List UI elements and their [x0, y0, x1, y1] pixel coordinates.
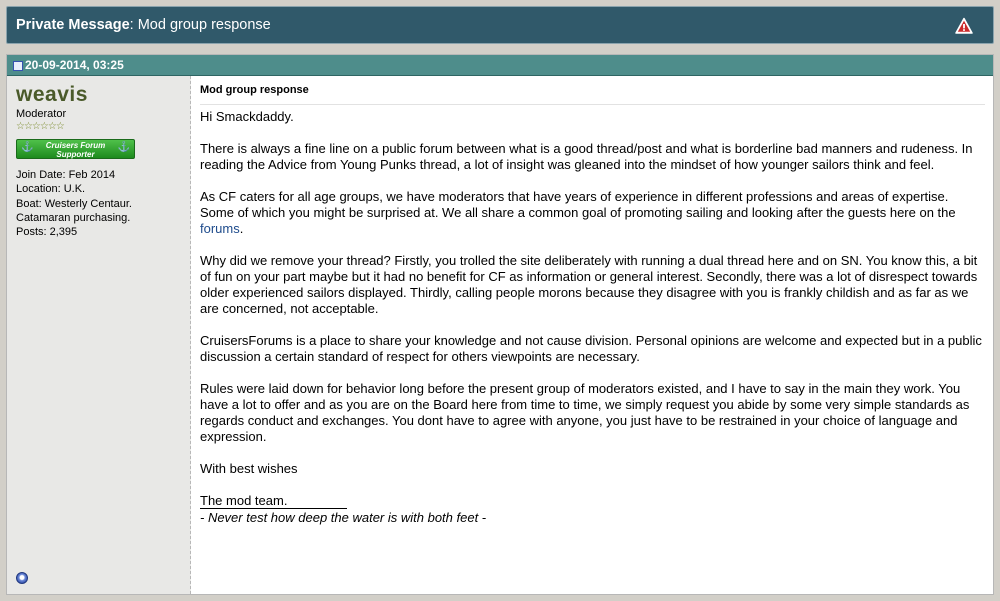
boat: Boat: Westerly Centaur.	[16, 197, 132, 210]
paragraph-2-text: As CF caters for all age groups, we have moderators that have years of experience in different professions and areas of expertise. Some of which you might be surprised at. We all share a common goal of promoting sailing and looking after the guests here on the	[200, 189, 956, 220]
pm-subject: Mod group response	[137, 17, 271, 33]
post-count: Posts: 2,395	[16, 226, 78, 239]
pm-title	[16, 17, 271, 33]
closing: With best wishes	[200, 461, 298, 476]
forums-link[interactable]: forums	[200, 221, 240, 236]
paragraph-1: There is always a fine line on a public forum between what is a good thread/post and what is borderline bad manners and rudeness. In reading the Advice from Young Punks thread, a lot of insight was gleaned into the mindset of how younger sailors think and feel.	[200, 141, 973, 172]
reputation-stars-icon: ☆☆☆☆☆☆	[16, 121, 64, 132]
user-details	[16, 168, 132, 239]
location: Location: U.K.	[16, 183, 86, 196]
message-body	[200, 109, 985, 526]
supporter-badge	[16, 139, 135, 159]
paragraph-4: CruisersForums is a place to share your knowledge and not cause division. Personal opinions are welcome and expected but in a public discussion a certain standard of respect for others viewpoints are necessary.	[200, 333, 982, 364]
greeting: Hi Smackdaddy.	[200, 109, 294, 124]
paragraph-5: Rules were laid down for behavior long before the present group of moderators existed, and I have to say in the main they work. You have a lot to offer and as you are on the Board here from time to time, we simply request you abide by some very simple standards as regards conduct and exchanges. You dont have to agree with anyone, you just have to be restrained in your choice of language and expression.	[200, 381, 970, 444]
user-info-panel	[7, 76, 191, 594]
signature: - Never test how deep the water is with both feet -	[200, 510, 487, 525]
sign-off: The mod team.	[200, 493, 288, 508]
post-header	[7, 55, 993, 76]
message-title: Mod group response	[200, 84, 985, 105]
post-container	[6, 54, 994, 595]
pm-title-bar	[6, 6, 994, 44]
boat-note: Catamaran purchasing.	[16, 211, 131, 224]
post-date: 20-09-2014, 03:25	[25, 58, 124, 72]
online-status-icon	[16, 572, 28, 584]
message-content	[200, 76, 993, 594]
pm-title-separator: :	[129, 17, 134, 33]
anchor-icon: ⚓	[21, 142, 34, 153]
warning-triangle-icon[interactable]	[955, 17, 973, 35]
badge-line-1: Cruisers Forum	[45, 141, 106, 150]
user-title: Moderator	[16, 108, 67, 120]
username-link[interactable]: weavis	[16, 83, 88, 106]
join-date: Join Date: Feb 2014	[16, 169, 116, 181]
paragraph-2	[200, 189, 985, 237]
anchor-icon: ⚓	[117, 142, 130, 153]
post-icon	[13, 61, 23, 71]
paragraph-2-end: .	[239, 221, 244, 236]
badge-line-2: Supporter	[56, 150, 95, 159]
paragraph-3: Why did we remove your thread? Firstly, you trolled the site deliberately with running a dual thread here and on SN. You know this, a bit of fun on your part maybe but it had no benefit for CF as information or general interest. Secondly, there was a lot of disrespect towards older experienced sailors displayed. Thirdly, calling people morons because they disagree with you is frankly childish and as far as we are concerned, not acceptable.	[200, 253, 978, 316]
pm-title-label: Private Message	[16, 17, 130, 33]
